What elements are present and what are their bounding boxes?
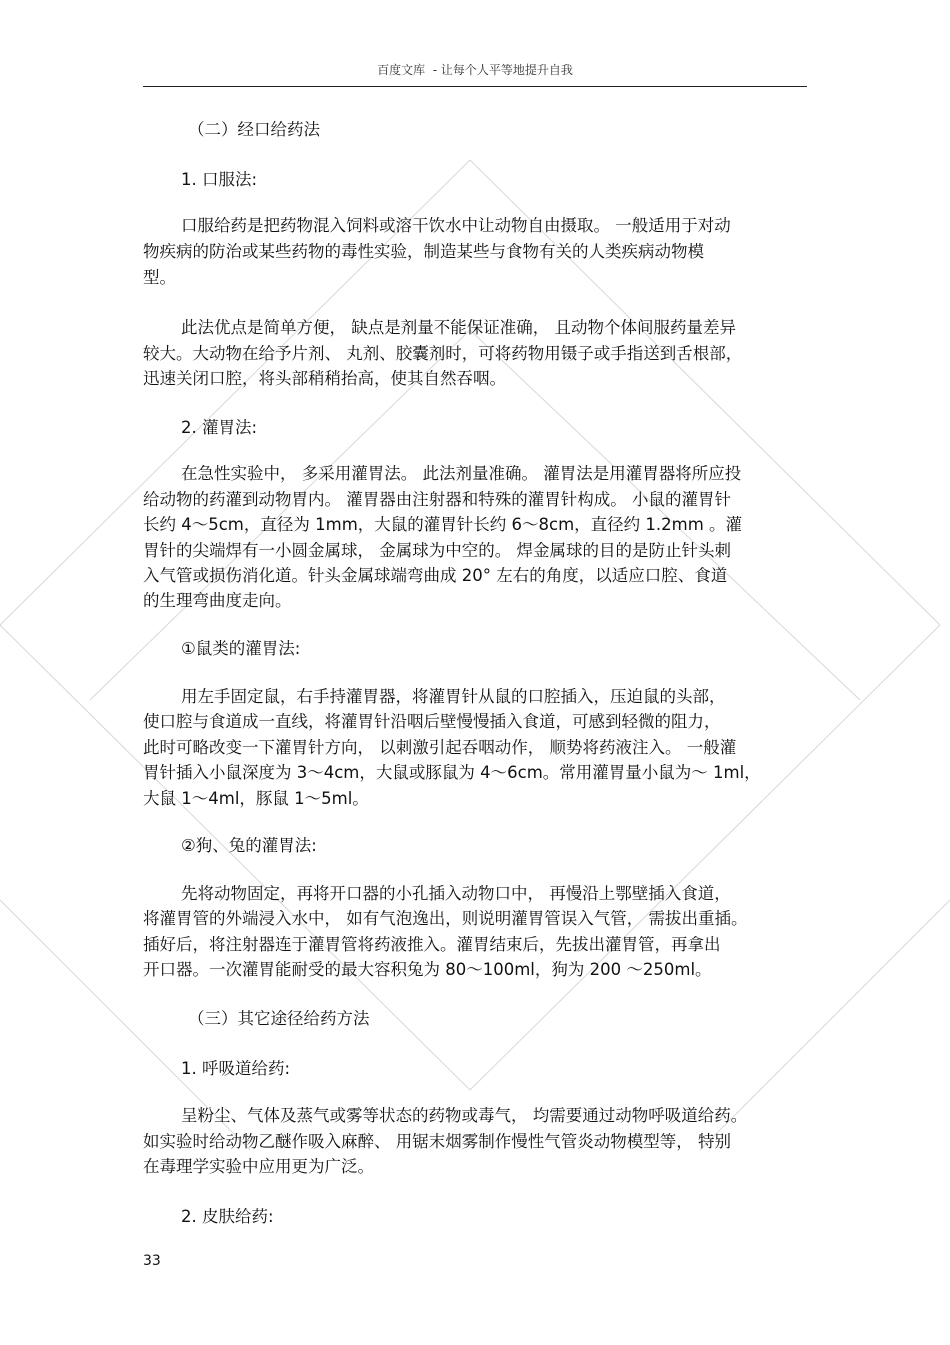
paragraph-line: 使口腔与食道成一直线，将灌胃针沿咽后壁慢慢插入食道，可感到轻微的阻力， (143, 712, 721, 731)
paragraph-line: 大鼠 1～4ml，豚鼠 1～5ml。 (143, 789, 369, 808)
subsection-heading: ②狗、兔的灌胃法: (181, 836, 317, 855)
paragraph-line: 较大。大动物在给予片剂、 丸剂、胶囊剂时，可将药物用镊子或手指送到舌根部， (143, 344, 743, 363)
paragraph-line: 胃针插入小鼠深度为 3～4cm，大鼠或豚鼠为 4～6cm。常用灌胃量小鼠为～ 1ml， (143, 763, 761, 782)
paragraph-line: 型。 (143, 268, 176, 287)
subsection-heading: 1. 呼吸道给药: (181, 1059, 291, 1078)
paragraph-line: 开口器。一次灌胃能耐受的最大容积兔为 80～100ml，狗为 200 ～250ml。 (143, 960, 712, 979)
paragraph-line: 胃针的尖端焊有一小圆金属球， 金属球为中空的。 焊金属球的目的是防止针头刺 (143, 541, 731, 560)
section-heading: （三）其它途径给药方法 (188, 1009, 370, 1028)
paragraph-line: 此时可略改变一下灌胃针方向， 以刺激引起吞咽动作， 顺势将药液注入。 一般灌 (143, 738, 737, 757)
paragraph-line: 的生理弯曲度走向。 (143, 591, 292, 610)
paragraph-line: 插好后，将注射器连于灌胃管将药液推入。灌胃结束后，先拔出灌胃管，再拿出 (143, 935, 721, 954)
paragraph-line: 先将动物固定，再将开口器的小孔插入动物口中， 再慢沿上鄂壁插入食道， (181, 884, 731, 903)
subsection-heading: 2. 皮肤给药: (181, 1207, 274, 1226)
paragraph-line: 呈粉尘、气体及蒸气或雾等状态的药物或毒气， 均需要通过动物呼吸道给药。 (181, 1106, 748, 1125)
paragraph-line: 给动物的药灌到动物胃内。 灌胃器由注射器和特殊的灌胃针构成。 小鼠的灌胃针 (143, 490, 731, 509)
subsection-heading: ①鼠类的灌胃法: (181, 639, 301, 658)
subsection-heading: 2. 灌胃法: (181, 418, 258, 437)
section-heading: （二）经口给药法 (188, 120, 320, 139)
page-header: 百度文库 - 让每个人平等地提升自我 (377, 63, 573, 77)
paragraph-line: 此法优点是简单方便， 缺点是剂量不能保证准确， 且动物个体间服药量差异 (181, 318, 736, 337)
paragraph-line: 迅速关闭口腔，将头部稍稍抬高，使其自然吞咽。 (143, 369, 506, 388)
paragraph-line: 在毒理学实验中应用更为广泛。 (143, 1157, 374, 1176)
paragraph-line: 在急性实验中， 多采用灌胃法。 此法剂量准确。 灌胃法是用灌胃器将所应投 (181, 464, 742, 483)
paragraph-line: 用左手固定鼠，右手持灌胃器，将灌胃针从鼠的口腔插入，压迫鼠的头部， (181, 687, 726, 706)
paragraph-line: 长约 4～5cm，直径为 1mm，大鼠的灌胃针长约 6～8cm，直径约 1.2mm 。灌 (143, 515, 743, 534)
paragraph-line: 将灌胃管的外端浸入水中， 如有气泡逸出，则说明灌胃管误入气管， 需拔出重插。 (143, 909, 748, 928)
paragraph-line: 口服给药是把药物混入饲料或溶干饮水中让动物自由摄取。 一般适用于对动 (181, 216, 731, 235)
paragraph-line: 如实验时给动物乙醚作吸入麻醉、 用锯末烟雾制作慢性气管炎动物模型等， 特别 (143, 1132, 731, 1151)
page-number: 33 (143, 1253, 161, 1269)
subsection-heading: 1. 口服法: (181, 170, 258, 189)
paragraph-line: 入气管或损伤消化道。针头金属球端弯曲成 20° 左右的角度，以适应口腔、食道 (143, 566, 728, 585)
paragraph-line: 物疾病的防治或某些药物的毒性实验，制造某些与食物有关的人类疾病动物模 (143, 242, 704, 261)
header-rule (143, 86, 807, 87)
